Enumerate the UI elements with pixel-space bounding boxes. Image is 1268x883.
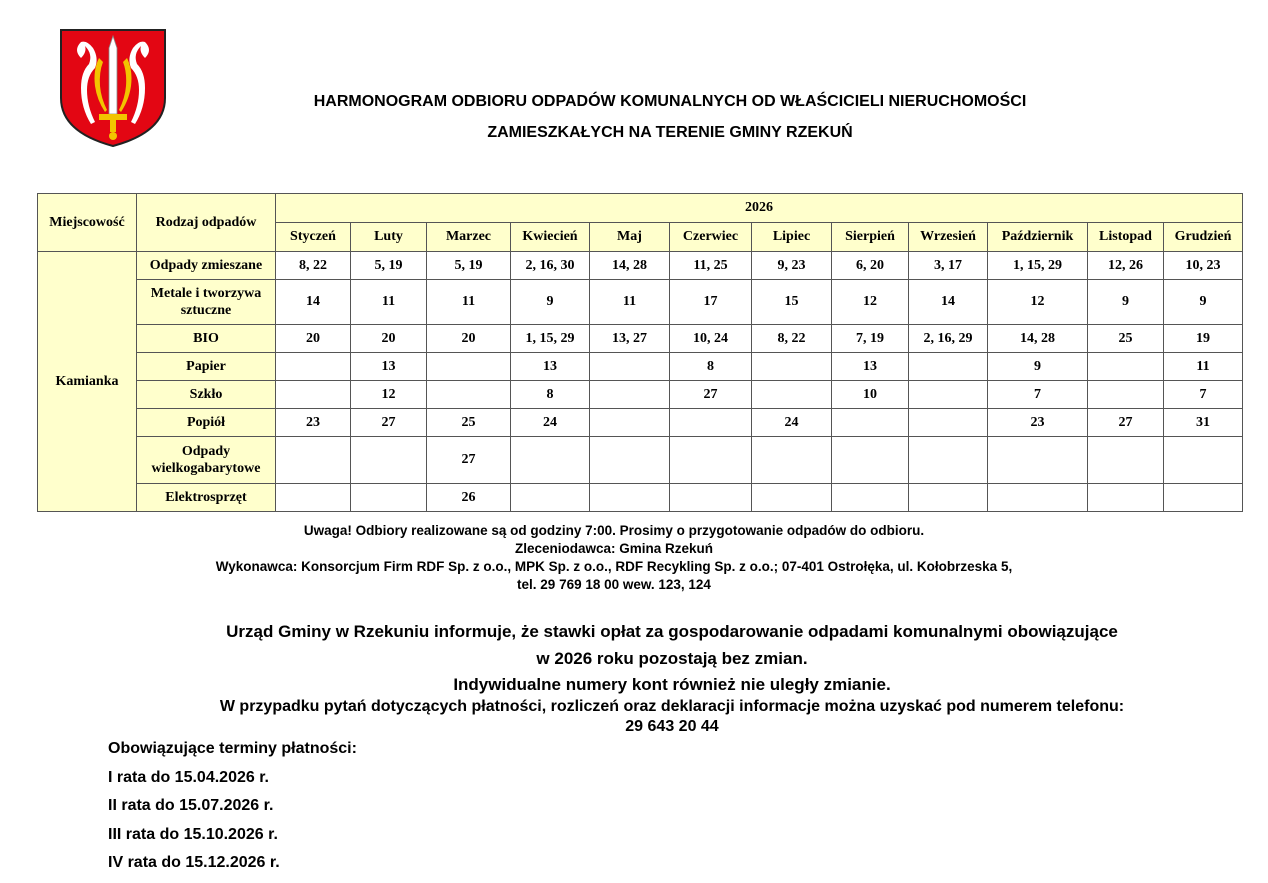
pickup-days-cell: 1, 15, 29 [511, 325, 590, 353]
pickup-days-cell: 27 [670, 381, 752, 409]
pickup-days-cell [1164, 437, 1243, 484]
waste-type-cell [137, 353, 276, 381]
pickup-days-cell: 14 [276, 280, 351, 325]
table-row [38, 280, 1243, 325]
table-row [38, 409, 1243, 437]
pickup-days-cell [1088, 437, 1164, 484]
pickup-days-cell [752, 381, 832, 409]
header-month: Maj [590, 223, 670, 252]
table-row [38, 325, 1243, 353]
location-cell: Kamianka [38, 252, 137, 512]
pickup-days-cell [1088, 381, 1164, 409]
pickup-days-cell: 13, 27 [590, 325, 670, 353]
pickup-days-cell [511, 484, 590, 512]
waste-type-label: Elektrosprzęt [165, 490, 247, 505]
payments-heading: Obowiązujące terminy płatności: [108, 740, 357, 757]
pickup-days-cell: 14, 28 [988, 325, 1088, 353]
payment-item: IV rata do 15.12.2026 r. [108, 854, 280, 871]
waste-type-label: Papier [186, 359, 226, 374]
pickup-days-cell [909, 409, 988, 437]
pickup-days-cell: 5, 19 [427, 252, 511, 280]
header-month: Wrzesień [909, 223, 988, 252]
waste-type-label: Szkło [189, 387, 223, 402]
pickup-days-cell: 8 [511, 381, 590, 409]
info-fees-line1: Urząd Gminy w Rzekuniu informuje, że stawki opłat za gospodarowanie odpadami komunalnymi obowiązujące [226, 622, 1118, 641]
waste-type-label-line2: sztuczne [180, 303, 232, 318]
pickup-days-cell [590, 409, 670, 437]
info-accounts: Indywidualne numery kont również nie uległy zmianie. [453, 675, 891, 694]
pickup-days-cell: 23 [988, 409, 1088, 437]
pickup-days-cell: 31 [1164, 409, 1243, 437]
pickup-days-cell: 17 [670, 280, 752, 325]
table-row [38, 252, 1243, 280]
table-row [38, 353, 1243, 381]
pickup-days-cell: 7 [1164, 381, 1243, 409]
table-row [38, 381, 1243, 409]
waste-type-label: BIO [193, 331, 219, 346]
note-client: Zleceniodawca: Gmina Rzekuń [514, 541, 714, 556]
pickup-days-cell: 10, 24 [670, 325, 752, 353]
pickup-days-cell: 8 [670, 353, 752, 381]
note-pickup-time: Uwaga! Odbiory realizowane są od godziny 7:00. Prosimy o przygotowanie odpadów do odbioru. [303, 523, 925, 538]
pickup-days-cell: 13 [832, 353, 909, 381]
waste-type-cell [137, 381, 276, 409]
pickup-days-cell: 7, 19 [832, 325, 909, 353]
pickup-days-cell: 11, 25 [670, 252, 752, 280]
pickup-days-cell: 14 [909, 280, 988, 325]
header-month: Czerwiec [670, 223, 752, 252]
pickup-days-cell: 9 [511, 280, 590, 325]
table-row [38, 484, 1243, 512]
pickup-days-cell: 9 [1088, 280, 1164, 325]
pickup-days-cell [511, 437, 590, 484]
pickup-days-cell: 11 [351, 280, 427, 325]
waste-type-cell [137, 325, 276, 353]
pickup-days-cell [590, 353, 670, 381]
header-month: Listopad [1088, 223, 1164, 252]
pickup-days-cell [670, 484, 752, 512]
waste-type-label: Odpady zmieszane [149, 258, 263, 273]
pickup-days-cell: 12 [351, 381, 427, 409]
info-questions: W przypadku pytań dotyczących płatności, rozliczeń oraz deklaracji informacje można uzyskać pod numerem telefonu: [219, 698, 1125, 715]
pickup-days-cell: 26 [427, 484, 511, 512]
pickup-days-cell: 20 [276, 325, 351, 353]
waste-type-label: Metale i tworzywa [150, 286, 262, 301]
pickup-days-cell: 12 [832, 280, 909, 325]
header-month: Październik [988, 223, 1088, 252]
pickup-days-cell [276, 484, 351, 512]
pickup-days-cell: 11 [590, 280, 670, 325]
pickup-days-cell: 7 [988, 381, 1088, 409]
pickup-days-cell: 11 [427, 280, 511, 325]
pickup-days-cell [670, 437, 752, 484]
pickup-days-cell [909, 381, 988, 409]
pickup-days-cell: 2, 16, 30 [511, 252, 590, 280]
pickup-days-cell [1164, 484, 1243, 512]
pickup-days-cell: 9 [1164, 280, 1243, 325]
pickup-days-cell [832, 437, 909, 484]
payment-item: II rata do 15.07.2026 r. [108, 797, 274, 814]
pickup-days-cell [670, 409, 752, 437]
header-month: Styczeń [276, 223, 351, 252]
header-month: Grudzień [1164, 223, 1243, 252]
header-month: Kwiecień [511, 223, 590, 252]
pickup-days-cell [752, 484, 832, 512]
header-year: 2026 [276, 194, 1243, 223]
table-row [38, 437, 1243, 484]
pickup-days-cell [590, 381, 670, 409]
pickup-days-cell: 8, 22 [752, 325, 832, 353]
waste-type-label: Odpady [181, 444, 231, 459]
pickup-days-cell: 27 [1088, 409, 1164, 437]
schedule-table [37, 193, 1243, 512]
pickup-days-cell: 13 [511, 353, 590, 381]
waste-type-cell [137, 409, 276, 437]
pickup-days-cell: 9 [988, 353, 1088, 381]
pickup-days-cell: 25 [1088, 325, 1164, 353]
payment-item: III rata do 15.10.2026 r. [108, 826, 278, 843]
header-location: Miejscowość [38, 194, 137, 252]
pickup-days-cell [427, 381, 511, 409]
pickup-days-cell [909, 484, 988, 512]
page-title-line2: ZAMIESZKAŁYCH NA TERENIE GMINY RZEKUŃ [487, 124, 853, 141]
waste-type-cell [137, 252, 276, 280]
pickup-days-cell: 2, 16, 29 [909, 325, 988, 353]
info-phone: 29 643 20 44 [625, 718, 719, 735]
pickup-days-cell: 23 [276, 409, 351, 437]
pickup-days-cell [832, 409, 909, 437]
waste-type-cell [137, 484, 276, 512]
pickup-days-cell: 15 [752, 280, 832, 325]
waste-type-label: Popiół [186, 415, 226, 430]
pickup-days-cell [909, 353, 988, 381]
pickup-days-cell: 10, 23 [1164, 252, 1243, 280]
note-contractor-phone: tel. 29 769 18 00 wew. 123, 124 [517, 577, 711, 592]
pickup-days-cell: 1, 15, 29 [988, 252, 1088, 280]
info-fees-line2: w 2026 roku pozostają bez zmian. [536, 649, 808, 668]
pickup-days-cell: 12 [988, 280, 1088, 325]
pickup-days-cell [590, 484, 670, 512]
pickup-days-cell: 10 [832, 381, 909, 409]
pickup-days-cell: 8, 22 [276, 252, 351, 280]
header-month: Lipiec [752, 223, 832, 252]
pickup-days-cell [832, 484, 909, 512]
pickup-days-cell [351, 437, 427, 484]
pickup-days-cell: 12, 26 [1088, 252, 1164, 280]
pickup-days-cell: 5, 19 [351, 252, 427, 280]
pickup-days-cell: 19 [1164, 325, 1243, 353]
page-title-line1: HARMONOGRAM ODBIORU ODPADÓW KOMUNALNYCH OD WŁAŚCICIELI NIERUCHOMOŚCI [313, 93, 1027, 110]
pickup-days-cell: 24 [511, 409, 590, 437]
pickup-days-cell [590, 437, 670, 484]
pickup-days-cell: 24 [752, 409, 832, 437]
pickup-days-cell [988, 484, 1088, 512]
pickup-days-cell: 27 [351, 409, 427, 437]
waste-type-cell [137, 437, 276, 484]
header-month: Luty [351, 223, 427, 252]
header-month: Sierpień [832, 223, 909, 252]
pickup-days-cell: 20 [427, 325, 511, 353]
pickup-days-cell: 20 [351, 325, 427, 353]
pickup-days-cell [427, 353, 511, 381]
pickup-days-cell: 25 [427, 409, 511, 437]
pickup-days-cell [276, 353, 351, 381]
payment-item: I rata do 15.04.2026 r. [108, 769, 269, 786]
pickup-days-cell [1088, 353, 1164, 381]
pickup-days-cell: 27 [427, 437, 511, 484]
header-waste-type: Rodzaj odpadów [137, 194, 276, 252]
pickup-days-cell: 9, 23 [752, 252, 832, 280]
pickup-days-cell [276, 437, 351, 484]
pickup-days-cell [351, 484, 427, 512]
pickup-days-cell: 3, 17 [909, 252, 988, 280]
pickup-days-cell: 11 [1164, 353, 1243, 381]
pickup-days-cell [988, 437, 1088, 484]
note-contractor: Wykonawca: Konsorcjum Firm RDF Sp. z o.o., MPK Sp. z o.o., RDF Recykling Sp. z o.o.; 07-401 Ostrołęka, ul. Kołobrzeska 5, [215, 559, 1013, 574]
coat-of-arms-icon [59, 28, 167, 148]
header-month: Marzec [427, 223, 511, 252]
pickup-days-cell [1088, 484, 1164, 512]
waste-type-label-line2: wielkogabarytowe [151, 461, 261, 476]
pickup-days-cell [752, 437, 832, 484]
pickup-days-cell: 13 [351, 353, 427, 381]
pickup-days-cell: 6, 20 [832, 252, 909, 280]
pickup-days-cell [276, 381, 351, 409]
waste-type-cell [137, 280, 276, 325]
pickup-days-cell: 14, 28 [590, 252, 670, 280]
pickup-days-cell [909, 437, 988, 484]
pickup-days-cell [752, 353, 832, 381]
